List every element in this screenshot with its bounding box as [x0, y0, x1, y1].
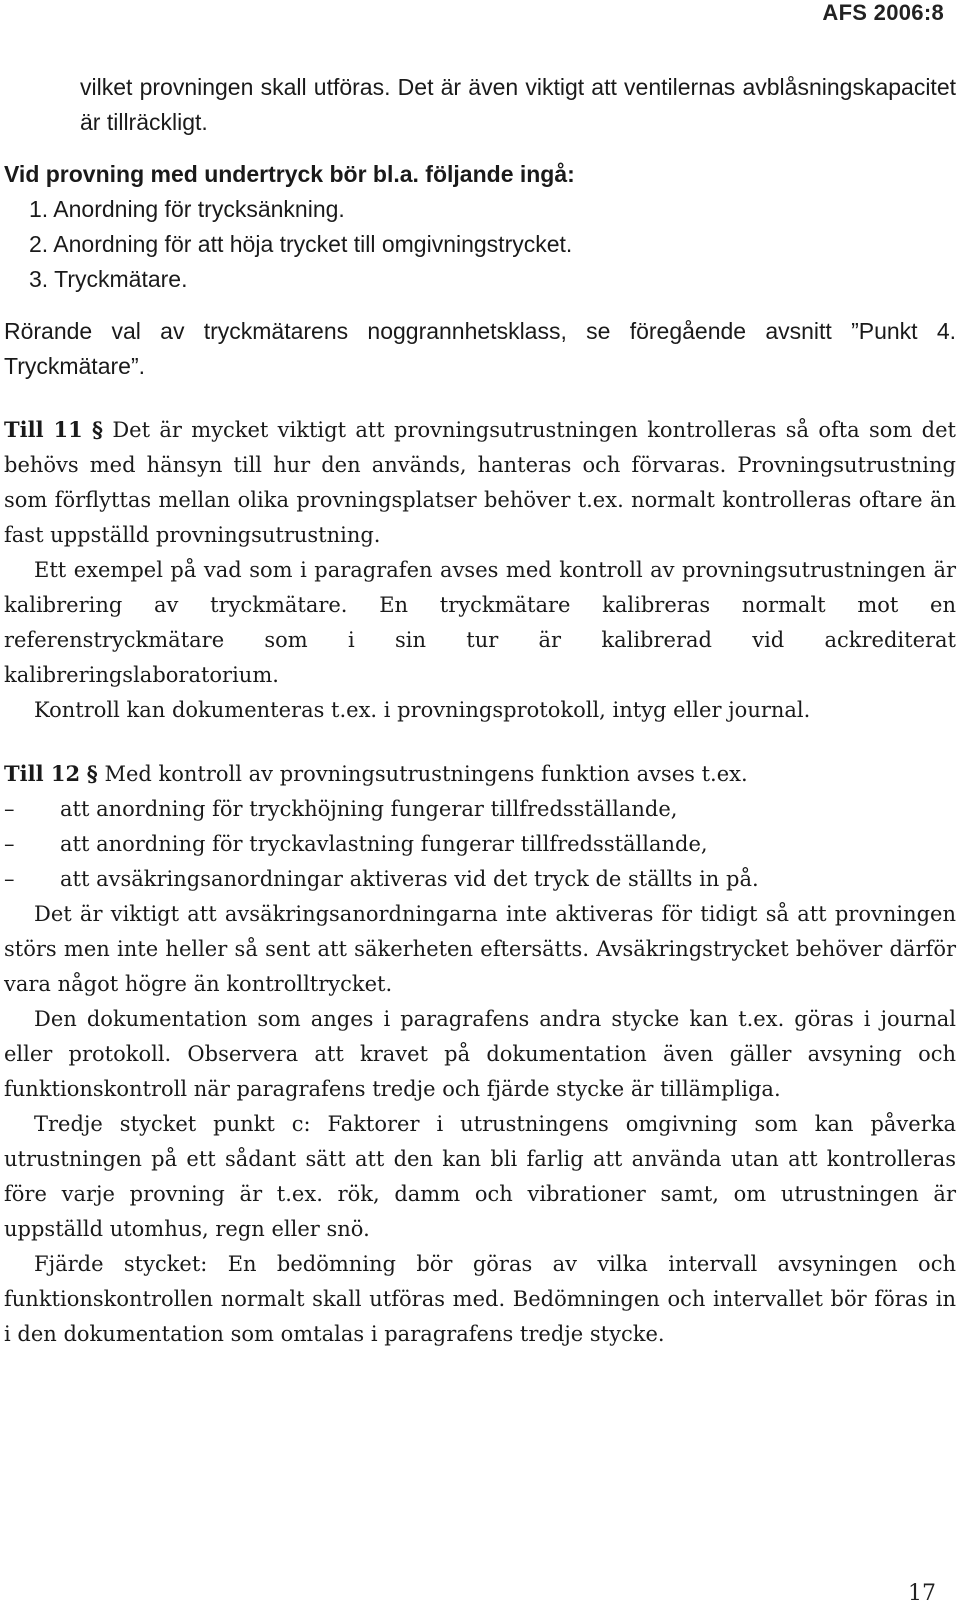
paragraph-symbol: § [86, 761, 98, 786]
list-item-text: att avsäkringsanordningar aktiveras vid det tryck de ställts in på. [60, 867, 759, 891]
page-content [4, 70, 956, 1352]
section-paragraph: Det är mycket viktigt att provningsutrustningen kontrolleras så ofta som det behövs med hänsyn till hur den används, hanteras och förvaras. Provningsutrustning som förflyttas mellan olika provningsplatser behöver t.ex. normalt kontrolleras oftare än fast uppställd provningsutrustning. [4, 418, 956, 547]
paragraph-symbol: § [92, 417, 104, 442]
top-paragraph: vilket provningen skall utföras. Det är även viktigt att ventilernas avblåsningskapacitet är tillräckligt. [80, 74, 956, 135]
list-item [4, 862, 956, 897]
section-till-11 [4, 412, 956, 728]
dash-bullet: – [4, 797, 15, 821]
accuracy-paragraph: Rörande val av tryckmätarens noggrannhetsklass, se föregående avsnitt ”Punkt 4. Tryckmätare”. [4, 318, 956, 379]
section-paragraph: Den dokumentation som anges i paragrafens andra stycke kan t.ex. göras i journal eller protokoll. Observera att kravet på dokumentation även gäller avsyning och funktionskontroll när paragrafens tredje och fjärde stycke är tillämpliga. [4, 1007, 956, 1101]
section-label: Till 12 [4, 761, 81, 786]
requirements-list [4, 792, 956, 897]
page-number: 17 [908, 1581, 936, 1606]
list-item [4, 827, 956, 862]
list-item: 2. Anordning för att höja trycket till omgivningstrycket. [29, 231, 573, 257]
section-paragraph: Kontroll kan dokumenteras t.ex. i provningsprotokoll, intyg eller journal. [34, 698, 811, 722]
list-item-text: att anordning för tryckavlastning fungerar tillfredsställande, [60, 832, 708, 856]
dash-bullet: – [4, 832, 15, 856]
list-item: 1. Anordning för trycksänkning. [29, 196, 345, 222]
vacuum-list [4, 192, 956, 297]
section-paragraph: Fjärde stycket: En bedömning bör göras av vilka intervall avsyningen och funktionskontrollen normalt skall utföras med. Bedömningen och intervallet bör föras in i den dokumentation som omtalas i paragrafens tredje stycke. [4, 1252, 956, 1346]
section-till-12 [4, 756, 956, 1352]
vacuum-heading: Vid provning med undertryck bör bl.a. följande ingå: [4, 161, 575, 187]
list-item-text: att anordning för tryckhöjning fungerar tillfredsställande, [60, 797, 678, 821]
document-code: AFS 2006:8 [822, 0, 944, 25]
list-item: 3. Tryckmätare. [29, 266, 188, 292]
section-label: Till 11 [4, 417, 83, 442]
section-paragraph: Ett exempel på vad som i paragrafen avses med kontroll av provningsutrustningen är kalibrering av tryckmätare. En tryckmätare kalibreras normalt mot en referenstryckmätare som i sin tur är kalibrerad vid ackrediterat kalibreringslaboratorium. [4, 558, 956, 687]
dash-bullet: – [4, 867, 15, 891]
section-paragraph: Det är viktigt att avsäkringsanordningarna inte aktiveras för tidigt så att provningen störs men inte heller så sent att säkerheten eftersätts. Avsäkringstrycket behöver därför vara något högre än kontrolltrycket. [4, 902, 956, 996]
list-item [4, 792, 956, 827]
section-paragraph: Tredje stycket punkt c: Faktorer i utrustningens omgivning som kan påverka utrustningen på ett sådant sätt att den kan bli farlig att använda utan att kontrolleras före varje provning är t.ex. rök, damm och vibrationer samt, om utrustningen är uppställd utomhus, regn eller snö. [4, 1112, 956, 1241]
section-intro: Med kontroll av provningsutrustningens funktion avses t.ex. [104, 762, 748, 786]
